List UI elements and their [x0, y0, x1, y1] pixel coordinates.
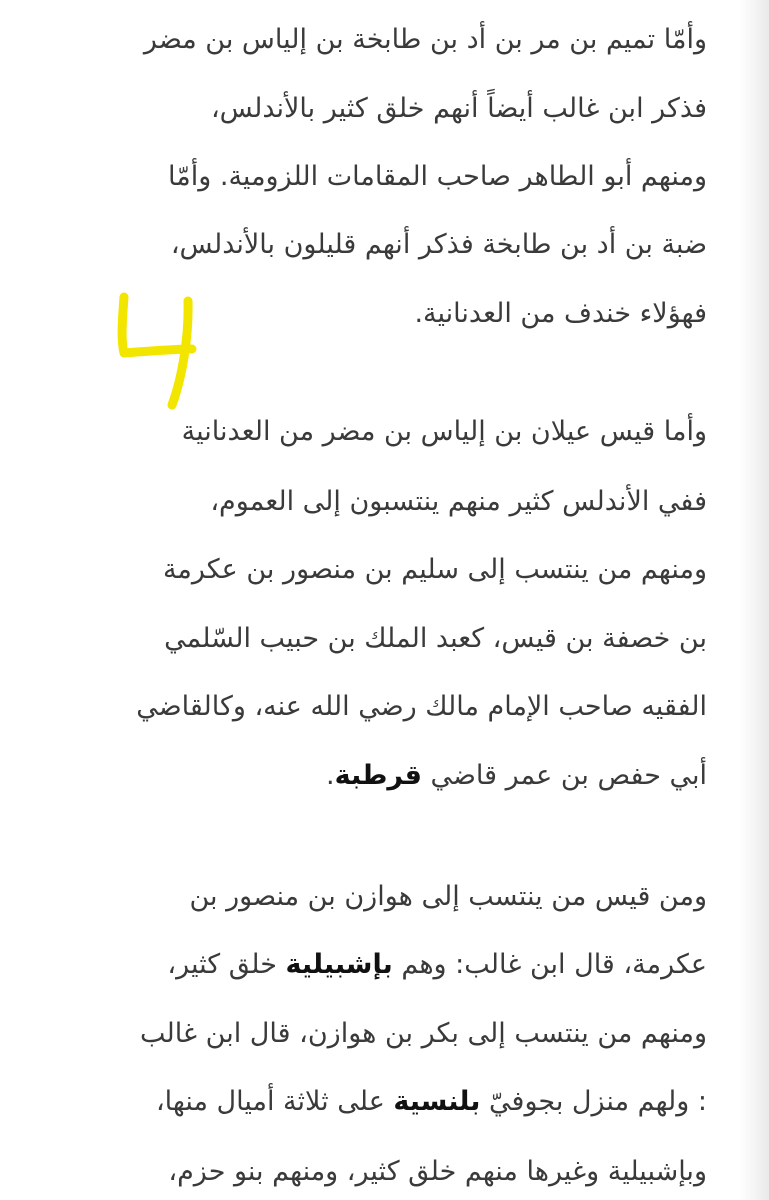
text-line-9: بن خصفة بن قيس، كعبد الملك بن حبيب السّلمي	[164, 623, 707, 654]
text-line-15	[57, 1080, 707, 1124]
text-line-13	[57, 943, 707, 987]
text-line-8: ومنهم من ينتسب إلى سليم بن منصور بن عكرمة	[162, 554, 707, 585]
text-line-1: وأمّا تميم بن مر بن أد بن طابخة بن إلياس بن مضر	[143, 24, 707, 55]
text-line-2: فذكر ابن غالب أيضاً أنهم خلق كثير بالأندلس،	[210, 93, 707, 124]
text-segment: عكرمة، قال ابن غالب: وهم	[392, 949, 707, 980]
text-line-5: فهؤلاء خندف من العدنانية.	[414, 298, 707, 329]
text-segment: خلق كثير،	[167, 949, 286, 980]
text-line-6: وأما قيس عيلان بن إلياس بن مضر من العدنانية	[181, 416, 707, 447]
text-line-10: الفقيه صاحب الإمام مالك رضي الله عنه، وكالقاضي	[136, 691, 707, 722]
text-line-16: وبإشبيلية وغيرها منهم خلق كثير، ومنهم بنو حزم،	[168, 1156, 707, 1187]
text-segment: أبي حفص بن عمر قاضي	[421, 760, 707, 791]
text-segment: .	[325, 760, 335, 791]
text-line-14: ومنهم من ينتسب إلى بكر بن هوازن، قال ابن غالب	[139, 1018, 707, 1049]
text-line-4: ضبة بن أد بن طابخة فذكر أنهم قليلون بالأندلس،	[170, 229, 707, 260]
handwritten-number-four-annotation	[100, 283, 220, 413]
text-line-7: ففي الأندلس كثير منهم ينتسبون إلى العموم،	[210, 486, 707, 517]
place-name-ishbiliya: بإشبيلية	[285, 949, 393, 980]
text-segment: على ثلاثة أميال منها،	[155, 1086, 394, 1117]
text-line-12: ومن قيس من ينتسب إلى هوازن بن منصور بن	[189, 881, 707, 912]
place-name-balansiya: بلنسية	[393, 1086, 481, 1117]
text-line-3: ومنهم أبو الطاهر صاحب المقامات اللزومية. وأمّا	[168, 161, 707, 192]
text-segment: : ولهم منزل بجوفيّ	[480, 1086, 707, 1117]
place-name-qurtuba: قرطبة	[334, 760, 422, 791]
text-line-11	[57, 754, 707, 798]
